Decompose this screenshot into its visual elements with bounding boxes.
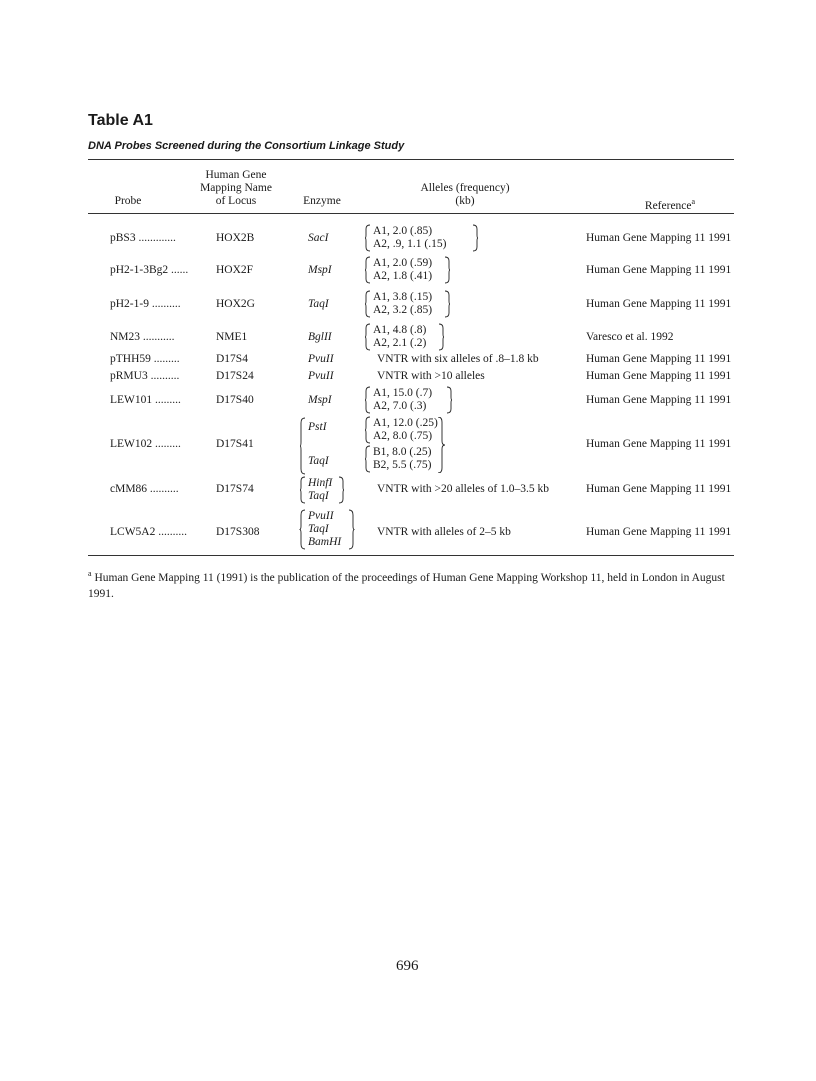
allele-line: A1, 2.0 (.85) (373, 225, 433, 237)
locus-cell: HOX2G (216, 298, 255, 310)
footnote-text: Human Gene Mapping 11 (1991) is the publication of the proceedings of Human Gene Mapping Workshop 11, held in London in August 1991. (88, 571, 725, 600)
right-brace (437, 417, 445, 473)
allele-line: A2, 3.2 (.85) (373, 304, 433, 316)
left-brace (365, 291, 371, 317)
probe-cell: LCW5A2 .......... (110, 526, 187, 538)
enzyme-name (308, 421, 327, 434)
locus-cell: HOX2B (216, 232, 255, 244)
header-alleles-line1: Alleles (frequency) (420, 182, 510, 194)
right-brace (444, 257, 450, 283)
table-footnote (88, 566, 738, 602)
probe-cell: LEW101 ......... (110, 394, 181, 406)
alleles-cell (366, 417, 438, 443)
reference-cell: Human Gene Mapping 11 1991 (586, 394, 732, 406)
enzyme-cell (302, 510, 341, 549)
right-brace (438, 324, 444, 350)
enzyme-name (308, 490, 332, 503)
enzyme-name (308, 510, 341, 523)
reference-cell: Human Gene Mapping 11 1991 (586, 370, 732, 382)
probe-cell: pRMU3 .......... (110, 370, 180, 382)
enzyme-name-text: TaqI (308, 490, 329, 502)
allele-line: A2, .9, 1.1 (.15) (373, 238, 447, 250)
page-number: 696 (396, 958, 419, 974)
locus-cell: D17S308 (216, 526, 260, 538)
alleles-cell (366, 225, 526, 251)
reference-cell: Human Gene Mapping 11 1991 (586, 483, 732, 495)
enzyme-name-text: BamHI (308, 536, 342, 548)
probe-cell: NM23 ........... (110, 331, 175, 343)
header-locus-line2: Mapping Name (200, 182, 272, 194)
allele-line: A2, 2.1 (.2) (373, 337, 427, 349)
enzyme-name (308, 523, 341, 536)
probe-cell: pBS3 ............. (110, 232, 176, 244)
enzyme-cell (308, 331, 332, 344)
right-brace (348, 510, 354, 549)
allele-line: A1, 15.0 (.7) (373, 387, 433, 399)
probe-cell: pTHH59 ......... (110, 353, 180, 365)
allele-line: A2, 1.8 (.41) (373, 270, 433, 282)
table-caption: DNA Probes Screened during the Consortium Linkage Study (88, 140, 405, 152)
enzyme-cell (308, 264, 332, 277)
enzyme-name: PvuII (308, 353, 334, 365)
allele-line: B1, 8.0 (.25) (373, 446, 432, 458)
enzyme-name: SacI (308, 232, 329, 244)
probe-cell: LEW102 ......... (110, 438, 181, 450)
table-bottom-rule (88, 555, 734, 556)
enzyme-name-text: HinfI (308, 477, 333, 489)
reference-cell: Human Gene Mapping 11 1991 (586, 298, 732, 310)
allele-line: B2, 5.5 (.75) (373, 459, 432, 471)
enzyme-name (308, 536, 341, 549)
table-title: Table A1 (88, 112, 153, 129)
left-brace (365, 225, 371, 251)
enzyme-name: PvuII (308, 370, 334, 382)
enzyme-name-text: PstI (308, 421, 327, 433)
reference-cell: Human Gene Mapping 11 1991 (586, 264, 732, 276)
left-brace (300, 418, 306, 474)
probe-cell: pH2-1-3Bg2 ...... (110, 264, 189, 276)
enzyme-name: MspI (308, 394, 332, 406)
header-reference-label: Reference (644, 199, 692, 212)
enzyme-name: TaqI (308, 298, 329, 310)
enzyme-name-text: PvuII (308, 510, 334, 522)
locus-cell: D17S41 (216, 438, 254, 450)
header-reference (620, 195, 720, 213)
enzyme-cell (308, 232, 328, 245)
table-header-rule (88, 213, 734, 214)
header-probe: Probe (114, 195, 142, 207)
left-brace (365, 387, 371, 413)
left-brace (300, 510, 306, 549)
alleles-cell: VNTR with >10 alleles (377, 370, 485, 382)
header-alleles-line2: (kb) (455, 195, 475, 207)
reference-cell: Human Gene Mapping 11 1991 (586, 526, 732, 538)
allele-line: A1, 3.8 (.15) (373, 291, 433, 303)
reference-cell: Human Gene Mapping 11 1991 (586, 438, 732, 450)
table-top-rule (88, 159, 734, 160)
probe-cell: pH2-1-9 .......... (110, 298, 181, 310)
enzyme-cell (308, 353, 334, 366)
enzyme-cell (308, 298, 329, 311)
alleles-cell: VNTR with six alleles of .8–1.8 kb (377, 353, 539, 365)
locus-cell: D17S40 (216, 394, 254, 406)
header-locus-line1: Human Gene (205, 169, 267, 181)
header-enzyme: Enzyme (303, 195, 341, 207)
enzyme-name (308, 455, 329, 468)
right-brace (444, 291, 450, 317)
locus-cell: D17S74 (216, 483, 254, 495)
reference-cell: Human Gene Mapping 11 1991 (586, 353, 732, 365)
left-brace (300, 477, 306, 503)
left-brace (365, 257, 371, 283)
alleles-cell: VNTR with alleles of 2–5 kb (377, 526, 511, 538)
header-locus (186, 169, 286, 208)
alleles-cell (366, 291, 432, 317)
alleles-cell (366, 324, 426, 350)
alleles-cell (366, 446, 431, 472)
alleles-cell: VNTR with >20 alleles of 1.0–3.5 kb (377, 483, 549, 495)
reference-cell: Varesco et al. 1992 (586, 331, 674, 343)
right-brace (472, 225, 478, 251)
allele-line: A2, 7.0 (.3) (373, 400, 427, 412)
probe-cell: cMM86 .......... (110, 483, 179, 495)
reference-cell: Human Gene Mapping 11 1991 (586, 232, 732, 244)
enzyme-cell (302, 477, 332, 503)
enzyme-cell (308, 394, 332, 407)
header-locus-line3: of Locus (215, 195, 257, 207)
allele-line: A1, 12.0 (.25) (373, 417, 438, 429)
left-brace (365, 446, 371, 472)
alleles-cell (366, 257, 432, 283)
alleles-cell (366, 387, 432, 413)
enzyme-cell (302, 418, 329, 474)
allele-line: A1, 2.0 (.59) (373, 257, 433, 269)
right-brace (338, 477, 344, 503)
allele-line: A1, 4.8 (.8) (373, 324, 427, 336)
enzyme-name: MspI (308, 264, 332, 276)
locus-cell: D17S24 (216, 370, 254, 382)
left-brace (365, 324, 371, 350)
right-brace (446, 387, 452, 413)
header-alleles (400, 182, 530, 208)
allele-line: A2, 8.0 (.75) (373, 430, 433, 442)
enzyme-name-text: TaqI (308, 523, 329, 535)
enzyme-name-text: TaqI (308, 455, 329, 467)
enzyme-name: BglII (308, 331, 332, 343)
left-brace (365, 417, 371, 443)
header-reference-mark: a (691, 197, 696, 206)
locus-cell: D17S4 (216, 353, 248, 365)
locus-cell: HOX2F (216, 264, 254, 276)
enzyme-name (308, 477, 332, 490)
enzyme-cell (308, 370, 334, 383)
footnote-mark: a (88, 569, 92, 578)
locus-cell: NME1 (216, 331, 248, 343)
